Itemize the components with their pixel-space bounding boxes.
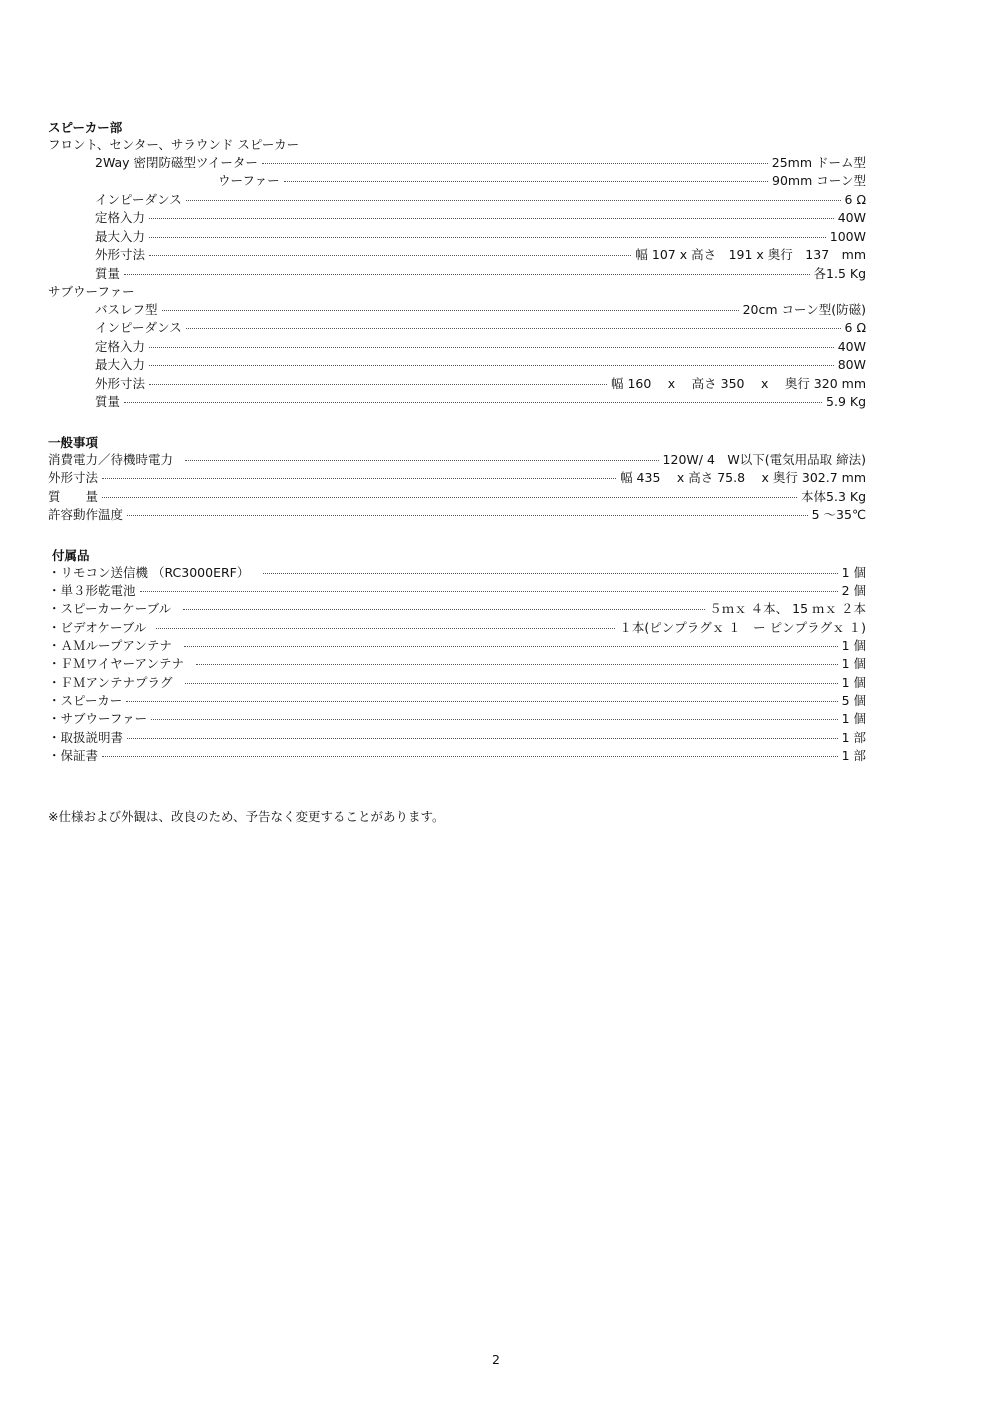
dot-leader <box>124 273 810 275</box>
dot-leader <box>102 477 616 479</box>
spec-row-sub-dimensions <box>95 376 866 392</box>
specification-note: ※仕様および外観は、改良のため、予告なく変更することがあります。 <box>48 809 445 824</box>
accessory-value: ５ｍｘ ４本、 15 ｍｘ ２本 <box>709 601 866 616</box>
dot-leader <box>162 309 739 311</box>
accessory-value: 5 個 <box>841 693 866 708</box>
spec-row-max-input <box>95 229 866 245</box>
dot-leader <box>186 199 841 201</box>
accessory-label: ・単３形乾電池 <box>48 583 136 598</box>
dot-leader <box>149 346 834 348</box>
accessory-label: ・サブウーファー <box>48 711 148 726</box>
dot-leader <box>127 737 838 739</box>
spec-row-power <box>48 452 866 468</box>
spec-label: 質量 <box>95 394 121 409</box>
spec-row-rated-input <box>95 210 866 226</box>
accessory-row <box>48 638 866 654</box>
spec-row-sub-rated-input <box>95 339 866 355</box>
spec-label: ウーファー <box>218 173 280 188</box>
accessory-row <box>48 730 866 746</box>
dot-leader <box>186 327 841 329</box>
spec-value: 6 Ω <box>844 320 866 335</box>
spec-value: 80W <box>837 357 866 372</box>
accessory-row <box>48 656 866 672</box>
spec-label: 消費電力／待機時電力 <box>48 452 174 467</box>
spec-label: インピーダンス <box>95 320 182 335</box>
dot-leader <box>183 608 705 610</box>
spec-label: 外形寸法 <box>95 376 146 391</box>
dot-leader <box>126 700 837 702</box>
dot-leader <box>124 401 822 403</box>
spec-row-weight <box>95 266 866 282</box>
accessory-label: ・保証書 <box>48 748 99 763</box>
spec-row-dimensions <box>95 247 866 263</box>
dot-leader <box>127 514 808 516</box>
dot-leader <box>184 645 838 647</box>
dot-leader <box>149 217 834 219</box>
spec-value: 幅 160 x 高さ 350 x 奥行 320 mm <box>610 376 866 391</box>
accessory-value: 1 個 <box>841 675 866 690</box>
accessory-row <box>48 693 866 709</box>
dot-leader <box>102 496 797 498</box>
accessory-label: ・取扱説明書 <box>48 730 124 745</box>
accessory-label: ・リモコン送信機 （RC3000ERF） <box>48 565 250 580</box>
spec-value: 120W/ 4 W以下(電気用品取 締法) <box>662 452 866 467</box>
accessory-row <box>48 620 866 636</box>
spec-label: 許容動作温度 <box>48 507 124 522</box>
spec-label: 定格入力 <box>95 210 146 225</box>
spec-row-sub-max-input <box>95 357 866 373</box>
spec-row-sub-impedance <box>95 320 866 336</box>
dot-leader <box>185 459 659 461</box>
spec-value: 本体5.3 Kg <box>801 489 866 504</box>
spec-label: バスレフ型 <box>95 302 158 317</box>
accessory-row <box>48 583 866 599</box>
accessory-value: １本(ピンプラグｘ １ ー ピンプラグｘ １) <box>619 620 866 635</box>
general-heading: 一般事項 <box>48 435 99 450</box>
front-speaker-heading: フロント、センター、サラウンド スピーカー <box>48 137 300 152</box>
dot-leader <box>284 180 768 182</box>
page-number: 2 <box>492 1352 500 1367</box>
dot-leader <box>156 627 615 629</box>
accessory-row <box>48 565 866 581</box>
dot-leader <box>185 682 838 684</box>
accessory-label: ・スピーカーケーブル <box>48 601 172 616</box>
accessory-row <box>48 601 866 617</box>
spec-label: 最大入力 <box>95 229 146 244</box>
accessory-value: 1 個 <box>841 656 866 671</box>
spec-row-sub-weight <box>95 394 866 410</box>
spec-row-main-weight <box>48 489 866 505</box>
spec-row-tweeter <box>95 155 866 171</box>
spec-value: 40W <box>837 210 866 225</box>
accessory-value: 1 部 <box>841 730 866 745</box>
spec-value: 幅 435 x 高さ 75.8 x 奥行 302.7 mm <box>620 470 866 485</box>
dot-leader <box>149 236 826 238</box>
dot-leader <box>149 254 631 256</box>
spec-row-impedance <box>95 192 866 208</box>
spec-label: 外形寸法 <box>48 470 99 485</box>
accessory-label: ・スピーカー <box>48 693 123 708</box>
accessory-value: 1 個 <box>841 711 866 726</box>
spec-value: 25mm ドーム型 <box>771 155 866 170</box>
spec-value: 各1.5 Kg <box>813 266 866 281</box>
accessory-label: ・ＦＭアンテナプラグ <box>48 675 173 690</box>
spec-value: 5 〜35℃ <box>811 507 866 522</box>
spec-label: インピーダンス <box>95 192 182 207</box>
spec-label: 外形寸法 <box>95 247 146 262</box>
accessory-value: 1 個 <box>841 638 866 653</box>
dot-leader <box>263 572 837 574</box>
spec-label: 質 量 <box>48 489 99 504</box>
spec-value: 6 Ω <box>844 192 866 207</box>
spec-label: 2Way 密閉防磁型ツイーター <box>95 155 258 170</box>
accessory-value: 1 部 <box>841 748 866 763</box>
accessory-row <box>48 711 866 727</box>
accessory-label: ・ビデオケーブル <box>48 620 147 635</box>
spec-label: 質量 <box>95 266 121 281</box>
spec-row-woofer <box>218 173 866 189</box>
spec-value: 5.9 Kg <box>826 394 866 409</box>
accessories-heading: 付属品 <box>52 548 90 563</box>
dot-leader <box>140 590 838 592</box>
spec-row-main-dimensions <box>48 470 866 486</box>
accessory-label: ・ＡＭループアンテナ <box>48 638 172 653</box>
spec-value: 100W <box>829 229 866 244</box>
dot-leader <box>151 718 837 720</box>
accessory-value: 2 個 <box>841 583 866 598</box>
spec-row-bass-reflex <box>95 302 866 318</box>
spec-row-temperature <box>48 507 866 523</box>
dot-leader <box>196 663 838 665</box>
subwoofer-heading: サブウーファー <box>48 284 135 299</box>
dot-leader <box>149 383 607 385</box>
dot-leader <box>262 162 768 164</box>
accessory-row <box>48 748 866 764</box>
dot-leader <box>149 364 834 366</box>
accessory-row <box>48 675 866 691</box>
spec-value: 90mm コーン型 <box>772 173 866 188</box>
spec-label: 最大入力 <box>95 357 146 372</box>
accessory-label: ・ＦＭワイヤーアンテナ <box>48 656 185 671</box>
spec-value: 幅 107 x 高さ 191 x 奥行 137 mm <box>635 247 866 262</box>
dot-leader <box>102 755 838 757</box>
spec-value: 20cm コーン型(防磁) <box>742 302 866 317</box>
accessory-value: 1 個 <box>841 565 866 580</box>
spec-value: 40W <box>837 339 866 354</box>
speaker-heading: スピーカー部 <box>48 120 123 135</box>
spec-label: 定格入力 <box>95 339 146 354</box>
